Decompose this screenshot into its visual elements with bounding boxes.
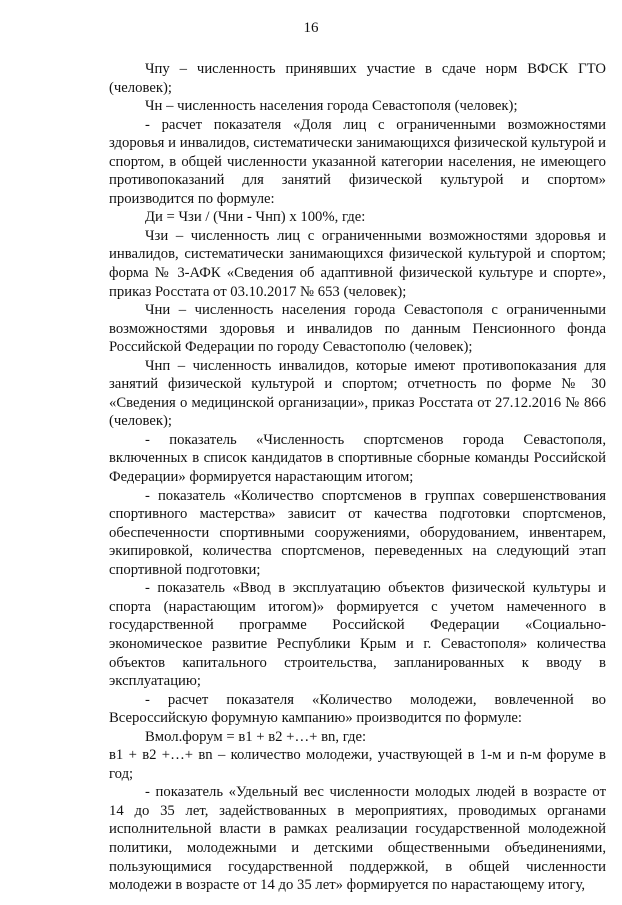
paragraph-youth-share-indicator: - показатель «Удельный вес численности молодых людей в возрасте от 14 до 35 лет, задействованных в мероприятиях, проводимых органами исполнительной власти в рамках реализации государственной молодежной политики, молодежными и детскими общественными объединениями, пользующимися государственной поддержкой, в общей численности молодежи в возрасте от 14 до 35 лет» формируется по нарастающему итогу, — [109, 784, 606, 894]
document-body — [109, 60, 606, 895]
formula-di: Ди = Чзи / (Чни - Чнп) х 100%, где: — [145, 209, 366, 226]
formula-youth-forum: Вмол.форум = в1 + в2 +…+ вn, где: — [145, 728, 367, 745]
paragraph-chzi-definition: Чзи – численность лиц с ограниченными возможностями здоровья и инвалидов, систематически занимающихся физической культурой и спортом; форма № 3-АФК «Сведения об адаптивной физической культуре и спорте», приказ Росстата от 03.10.2017 № 653 (человек); — [109, 227, 606, 300]
paragraph-youth-forum-indicator: - расчет показателя «Количество молодежи, вовлеченной во Всероссийскую форумную кампанию» производится по формуле: — [109, 691, 606, 727]
paragraph-di-indicator: - расчет показателя «Доля лиц с ограниченными возможностями здоровья и инвалидов, систематически занимающихся физической культурой и спортом, в общей численности указанной категории населения, не имеющего противопоказаний для занятий физической культурой и спортом» производится по формуле: — [109, 116, 606, 207]
paragraph-chnp-definition: Чнп – численность инвалидов, которые имеют противопоказания для занятий физической культурой и спортом; отчетность по форме № 30 «Сведения о медицинской организации», приказ Росстата от 27.12.2016 № 866 (человек); — [109, 357, 606, 430]
paragraph-chni-definition: Чни – численность населения города Севастополя с ограниченными возможностями здоровья и инвалидов по данным Пенсионного фонда Российской Федерации по городу Севастополю (человек); — [109, 302, 606, 356]
paragraph-athletes-national-teams: - показатель «Численность спортсменов города Севастополя, включенных в список кандидатов в спортивные сборные команды Российской Федерации» формируется нарастающим итогом; — [109, 431, 606, 486]
paragraph-sports-facilities: - показатель «Ввод в эксплуатацию объектов физической культуры и спорта (нарастающим итогом)» формируется с учетом намеченного в государственной программе Российской Федерации «Социально-экономическое развитие Республики Крым и г. Севастополя» количества объектов капитального строительства, запланированных к вводу в эксплуатацию; — [109, 580, 606, 690]
paragraph-chpu-definition: Чпу – численность принявших участие в сдаче норм ВФСК ГТО (человек); — [109, 61, 606, 96]
page-number: 16 — [303, 20, 319, 36]
paragraph-forum-variables: в1 + в2 +…+ вn – количество молодежи, участвующей в 1-м и n-м форуме в год; — [109, 747, 606, 782]
paragraph-chn-definition: Чн – численность населения города Севастополя (человек); — [145, 98, 518, 115]
paragraph-athletes-mastery-groups: - показатель «Количество спортсменов в группах совершенствования спортивного мастерства» зависит от качества подготовки спортсменов, обеспеченности спортивными сооружениями, оборудованием, инвентарем, экипировкой, количества спортсменов, переведенных на следующий этап спортивной подготовки; — [109, 487, 606, 578]
